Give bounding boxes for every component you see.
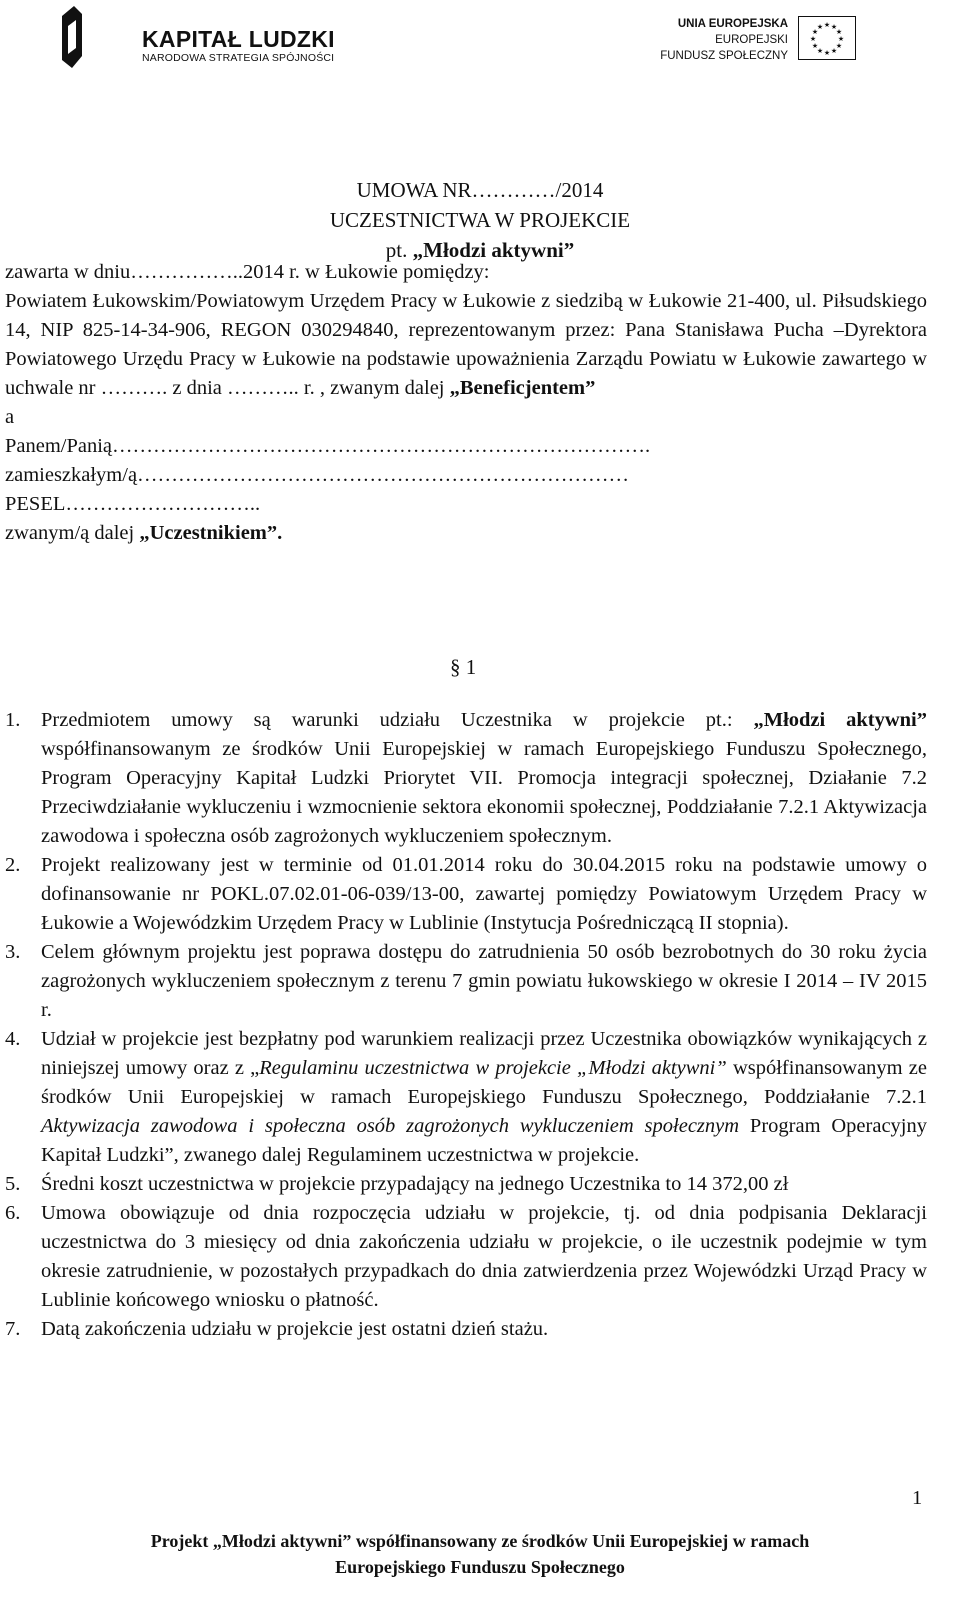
clause-item: 6. Umowa obowiązuje od dnia rozpoczęcia udziału w projekcie, tj. od dnia podpisania Deklaracji uczestnictwa do 3 miesięcy od dnia zakończenia udziału w projekcie, o ile uczestnik podejmie w tym okresie zatrudnienie, w pozostałych przypadkach do dnia zatwierdzenia przez Wojewódzki Urząd Pracy w Lublinie końcowego wniosku o płatność.	[5, 1202, 927, 1311]
page-header	[0, 0, 960, 80]
kapital-ludzki-subtitle: NARODOWA STRATEGIA SPÓJNOŚCI	[142, 52, 335, 64]
page-footer	[0, 1528, 960, 1580]
svg-text:★: ★	[830, 23, 838, 31]
kapital-ludzki-emblem-icon	[62, 6, 82, 68]
page-number: 1	[912, 1487, 923, 1509]
svg-text:★: ★	[830, 47, 838, 55]
svg-text:★: ★	[811, 28, 819, 36]
svg-text:★: ★	[823, 21, 831, 29]
eu-logo	[650, 14, 910, 74]
clause-item: 7. Datą zakończenia udziału w projekcie jest ostatni dzień stażu.	[5, 1318, 549, 1340]
kapital-ludzki-title: KAPITAŁ LUDZKI	[142, 26, 335, 52]
participant-address-line: zamieszkałym/ą………………………………………………………………	[5, 464, 630, 486]
svg-text:★: ★	[835, 28, 843, 36]
clause-item: 4. Udział w projekcie jest bezpłatny pod warunkiem realizacji przez Uczestnika obowiązków wynikających z niniejszej umowy oraz z „Regulaminu uczestnictwa w projekcie „Młodzi aktywni” współfinansowanym ze środków Unii Europejskiej w ramach Europejskiego Funduszu Społecznego, Poddziałanie 7.2.1 Aktywizacja zawodowa i społeczna osób zagrożonych wykluczeniem społecznym Program Operacyjny Kapitał Ludzki”, zwanego dalej Regulaminem uczestnictwa w projekcie.	[5, 1028, 927, 1166]
participant-name-line: Panem/Panią…………………………………………………………………….	[5, 435, 651, 457]
clause-item: 5. Średni koszt uczestnictwa w projekcie przypadający na jednego Uczestnika to 14 372,00 zł	[5, 1173, 789, 1195]
document-title	[0, 175, 960, 265]
svg-text:★: ★	[823, 49, 831, 57]
clause-list	[5, 706, 927, 1344]
clause-item: 2. Projekt realizowany jest w terminie od 01.01.2014 roku do 30.04.2015 roku na podstawie umowy o dofinansowanie nr POKL.07.02.01-06-039/13-00, zawartej pomiędzy Powiatowym Urzędem Pracy w Łukowie a Wojewódzkim Urzędem Pracy w Lublinie (Instytucja Pośredniczącą II stopnia).	[5, 854, 927, 934]
eu-logo-line2: EUROPEJSKI	[715, 34, 788, 46]
kapital-ludzki-logo	[62, 6, 342, 72]
footer-line2: Europejskiego Funduszu Społecznego	[335, 1557, 625, 1577]
svg-text:★: ★	[816, 23, 824, 31]
clause-item: 3. Celem głównym projektu jest poprawa dostępu do zatrudnienia 50 osób bezrobotnych do 30 roku życia zagrożonych wykluczeniem społecznym z terenu 7 gmin powiatu łukowskiego w okresie I 2014 – IV 2015 r.	[5, 941, 927, 1021]
svg-text:★: ★	[809, 35, 817, 43]
clause-item: 1. Przedmiotem umowy są warunki udziału Uczestnika w projekcie pt.: „Młodzi aktywni” współfinansowanym ze środków Unii Europejskiej w ramach Europejskiego Funduszu Społecznego, Program Operacyjny Kapitał Ludzki Priorytet VII. Promocja integracji społecznej, Działanie 7.2 Przeciwdziałanie wykluczeniu i wzmocnienie sektora ekonomii społecznej, Poddziałanie 7.2.1 Aktywizacja zawodowa i społeczna osób zagrożonych wykluczeniem społecznym.	[5, 709, 927, 847]
svg-text:★: ★	[837, 35, 845, 43]
eu-flag-icon	[798, 16, 856, 60]
section-heading: § 1	[450, 655, 477, 679]
eu-logo-line1: UNIA EUROPEJSKA	[677, 18, 788, 30]
contract-parties	[5, 258, 927, 548]
title-contract-type: UCZESTNICTWA W PROJEKCIE	[329, 208, 631, 232]
footer-line1: Projekt „Młodzi aktywni” współfinansowany ze środków Unii Europejskiej w ramach	[150, 1531, 810, 1551]
eu-logo-line3: FUNDUSZ SPOŁECZNY	[660, 50, 788, 62]
svg-text:★: ★	[811, 42, 819, 50]
participant-designation: zwanym/ą dalej „Uczestnikiem”.	[5, 522, 283, 544]
svg-text:★: ★	[816, 47, 824, 55]
conjunction-a: a	[5, 406, 15, 428]
participant-pesel-line: PESEL………………………..	[5, 493, 261, 515]
beneficiary-paragraph: Powiatem Łukowskim/Powiatowym Urzędem Pracy w Łukowie z siedzibą w Łukowie 21-400, ul. Piłsudskiego 14, NIP 825-14-34-906, REGON 030294840, reprezentowanym przez: Pana Stanisława Pucha –Dyrektora Powiatowego Urzędu Pracy w Łukowie na podstawie upoważnienia Zarządu Powiatu w Łukowie zawartego w uchwale nr ………. z dnia ……….. r. , zwanym dalej „Beneficjentem”	[5, 290, 927, 399]
title-contract-number: UMOWA NR…………/2014	[356, 178, 604, 202]
contract-date-line: zawarta w dniu……………..2014 r. w Łukowie pomiędzy:	[5, 261, 490, 283]
title-project-name: pt. „Młodzi aktywni”	[385, 238, 575, 262]
svg-text:★: ★	[835, 42, 843, 50]
